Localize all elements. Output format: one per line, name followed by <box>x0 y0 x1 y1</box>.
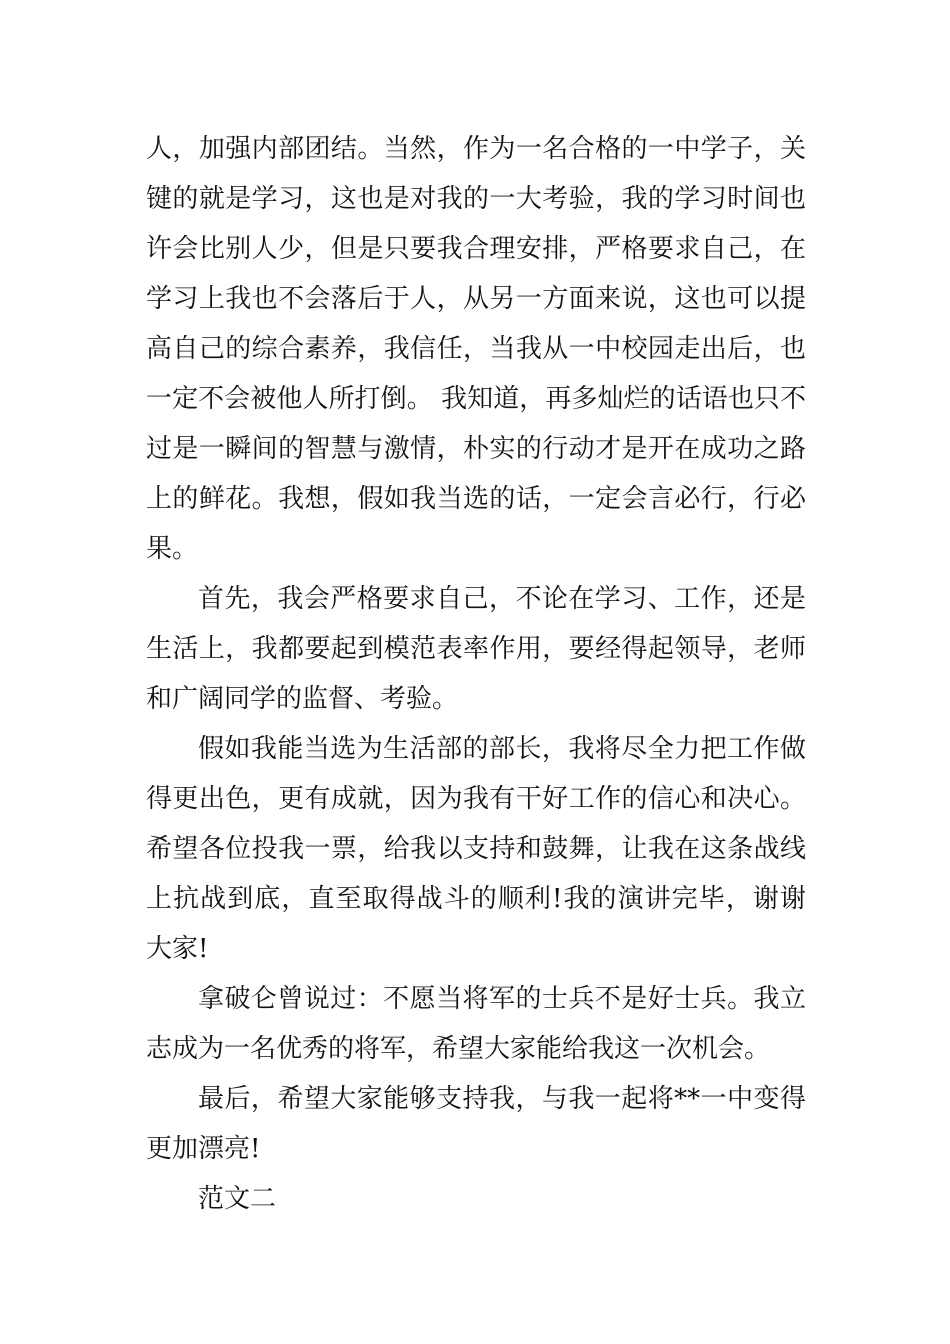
paragraph-3: 假如我能当选为生活部的部长，我将尽全力把工作做得更出色，更有成就，因为我有干好工作的信心和决心。希望各位投我一票，给我以支持和鼓舞，让我在这条战线上抗战到底，直至取得战斗的顺利!我的演讲完毕，谢谢大家! <box>146 734 806 964</box>
body-text <box>146 124 806 1224</box>
paragraph-5: 最后，希望大家能够支持我，与我一起将**一中变得更加漂亮! <box>146 1084 806 1164</box>
paragraph-4: 拿破仑曾说过：不愿当将军的士兵不是好士兵。我立志成为一名优秀的将军，希望大家能给我这一次机会。 <box>146 984 806 1064</box>
paragraph-2: 首先，我会严格要求自己，不论在学习、工作，还是生活上，我都要起到模范表率作用，要经得起领导，老师和广阔同学的监督、考验。 <box>146 584 806 714</box>
paragraph-1: 人，加强内部团结。当然，作为一名合格的一中学子，关键的就是学习，这也是对我的一大考验，我的学习时间也许会比别人少，但是只要我合理安排，严格要求自己，在学习上我也不会落后于人，从另一方面来说，这也可以提高自己的综合素养，我信任，当我从一中校园走出后，也一定不会被他人所打倒。 我知道，再多灿烂的话语也只不过是一瞬间的智慧与激情，朴实的行动才是开在成功之路上的鲜花。我想，假如我当选的话，一定会言必行，行必果。 <box>146 134 806 564</box>
section-heading: 范文二 <box>198 1184 277 1214</box>
